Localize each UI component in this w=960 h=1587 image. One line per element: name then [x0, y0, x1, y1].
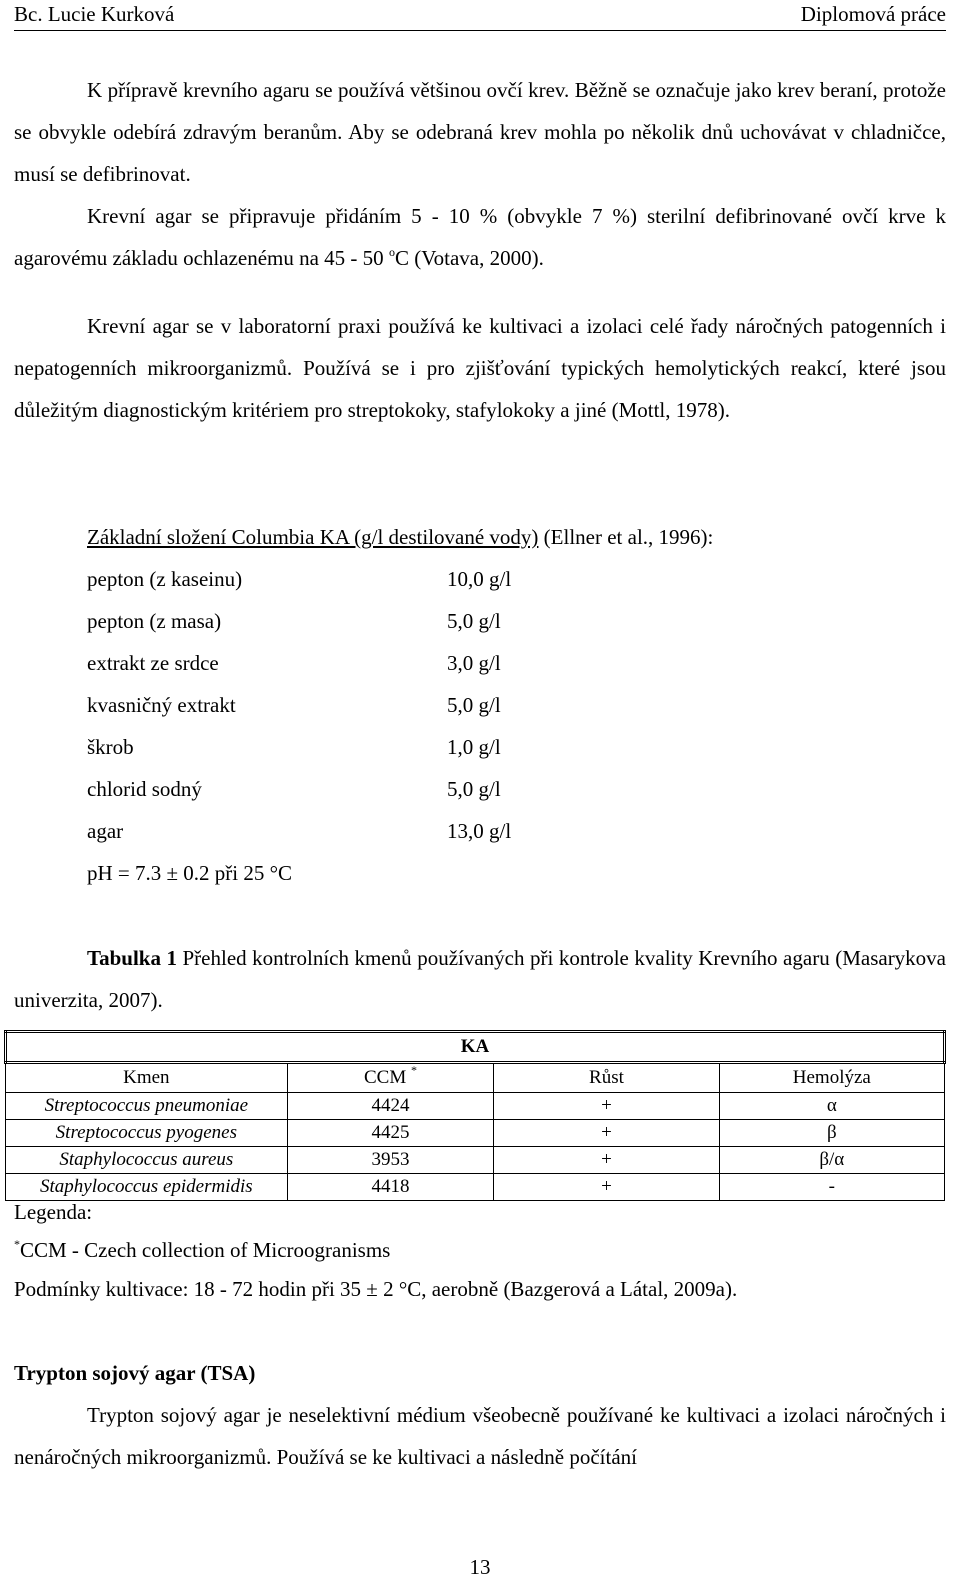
composition-item-value: 5,0 g/l: [447, 693, 501, 717]
composition-ph: pH = 7.3 ± 0.2 při 25 °C: [87, 861, 293, 885]
paragraph-blood-agar-use: Krevní agar se v laboratorní praxi používá ke kultivaci a izolaci celé řady náročných patogenních i nepatogenních mikroorganizmů. Používá se i pro zjišťování typických hemolytických reakcí, které jsou důležitým diagnostickým kritériem pro streptokoky, stafylokoky a jiné (Mottl, 1978).: [14, 314, 946, 422]
composition-item-value: 13,0 g/l: [447, 819, 512, 843]
strain-cell: Staphylococcus aureus: [6, 1147, 288, 1174]
hemolysis-cell: -: [719, 1174, 944, 1201]
page-header: [14, 0, 946, 31]
legend-title: Legenda:: [14, 1200, 93, 1224]
header-cell-growth: Růst: [494, 1063, 719, 1093]
composition-title: Základní složení Columbia KA (g/l destilované vody) (Ellner et al., 1996):: [87, 525, 714, 549]
composition-item-name: škrob: [87, 735, 134, 759]
header-cell-strain: Kmen: [6, 1063, 288, 1093]
paragraph-blood-agar-prep: Krevní agar se připravuje přidáním 5 - 10 % (obvykle 7 %) sterilní defibrinované ovčí krve k agarovému základu ochlazenému na 45 - 50 $^o$C (Votava, 2000).: [14, 204, 946, 270]
composition-item-value: 5,0 g/l: [447, 777, 501, 801]
section-heading-tsa: Trypton sojový agar (TSA): [14, 1361, 256, 1385]
strain-cell: Streptococcus pyogenes: [6, 1120, 288, 1147]
header-cell-ccm: CCM *: [287, 1063, 494, 1093]
header-doc-type: Diplomová práce: [800, 2, 946, 26]
table-caption: Tabulka 1 Přehled kontrolních kmenů používaných při kontrole kvality Krevního agaru (Masarykova univerzita, 2007).: [14, 946, 947, 1012]
composition-item-name: pepton (z kaseinu): [87, 567, 243, 591]
composition-item-name: kvasničný extrakt: [87, 693, 236, 717]
growth-cell: +: [494, 1147, 719, 1174]
page-number: 13: [469, 1555, 491, 1579]
strain-cell: Streptococcus pneumoniae: [6, 1093, 288, 1120]
growth-cell: +: [494, 1093, 719, 1120]
growth-cell: +: [494, 1120, 719, 1147]
composition-item-value: 1,0 g/l: [447, 735, 501, 759]
table-group-title: KA: [6, 1032, 945, 1063]
strain-cell: Staphylococcus epidermidis: [6, 1174, 288, 1201]
header-author: Bc. Lucie Kurková: [14, 2, 175, 26]
table-row: [6, 1147, 945, 1174]
growth-cell: +: [494, 1174, 719, 1201]
cultivation-conditions: Podmínky kultivace: 18 - 72 hodin při 35 ± 2 °C, aerobně (Bazgerová a Látal, 2009a).: [14, 1277, 738, 1301]
table-row: [6, 1174, 945, 1201]
ccm-cell: 3953: [287, 1147, 494, 1174]
composition-item-value: 3,0 g/l: [447, 651, 501, 675]
table-group-row: [6, 1032, 945, 1063]
hemolysis-cell: α: [719, 1093, 944, 1120]
paragraph-blood-source: K přípravě krevního agaru se používá většinou ovčí krev. Běžně se označuje jako krev beraní, protože se obvykle odebírá zdravým beranům. Aby se odebraná krev mohla po několik dnů uchovávat v chladničce, musí se defibrinovat.: [14, 78, 946, 186]
composition-item-name: chlorid sodný: [87, 777, 202, 801]
hemolysis-cell: β/α: [719, 1147, 944, 1174]
composition-item-value: 5,0 g/l: [447, 609, 501, 633]
table-row: [6, 1093, 945, 1120]
header-asterisk: *: [410, 1063, 417, 1077]
composition-item-name: extrakt ze srdce: [87, 651, 219, 675]
composition-item-name: pepton (z masa): [87, 609, 222, 633]
ccm-cell: 4418: [287, 1174, 494, 1201]
control-strains-table: [4, 1030, 946, 1201]
legend-entry: *CCM - Czech collection of Microogranisms: [14, 1237, 391, 1262]
table-header-row: [6, 1063, 945, 1093]
hemolysis-cell: β: [719, 1120, 944, 1147]
composition-item-value: 10,0 g/l: [447, 567, 512, 591]
ccm-cell: 4425: [287, 1120, 494, 1147]
composition-item-name: agar: [87, 819, 124, 843]
header-cell-hemolysis: Hemolýza: [719, 1063, 944, 1093]
ccm-cell: 4424: [287, 1093, 494, 1120]
paragraph-tsa: Trypton sojový agar je neselektivní médium všeobecně používané ke kultivaci a izolaci náročných i nenáročných mikroorganizmů. Používá se ke kultivaci a následně počítání: [14, 1403, 946, 1469]
legend-asterisk: *: [14, 1237, 20, 1251]
table-row: [6, 1120, 945, 1147]
degree-mark: o: [388, 245, 395, 259]
